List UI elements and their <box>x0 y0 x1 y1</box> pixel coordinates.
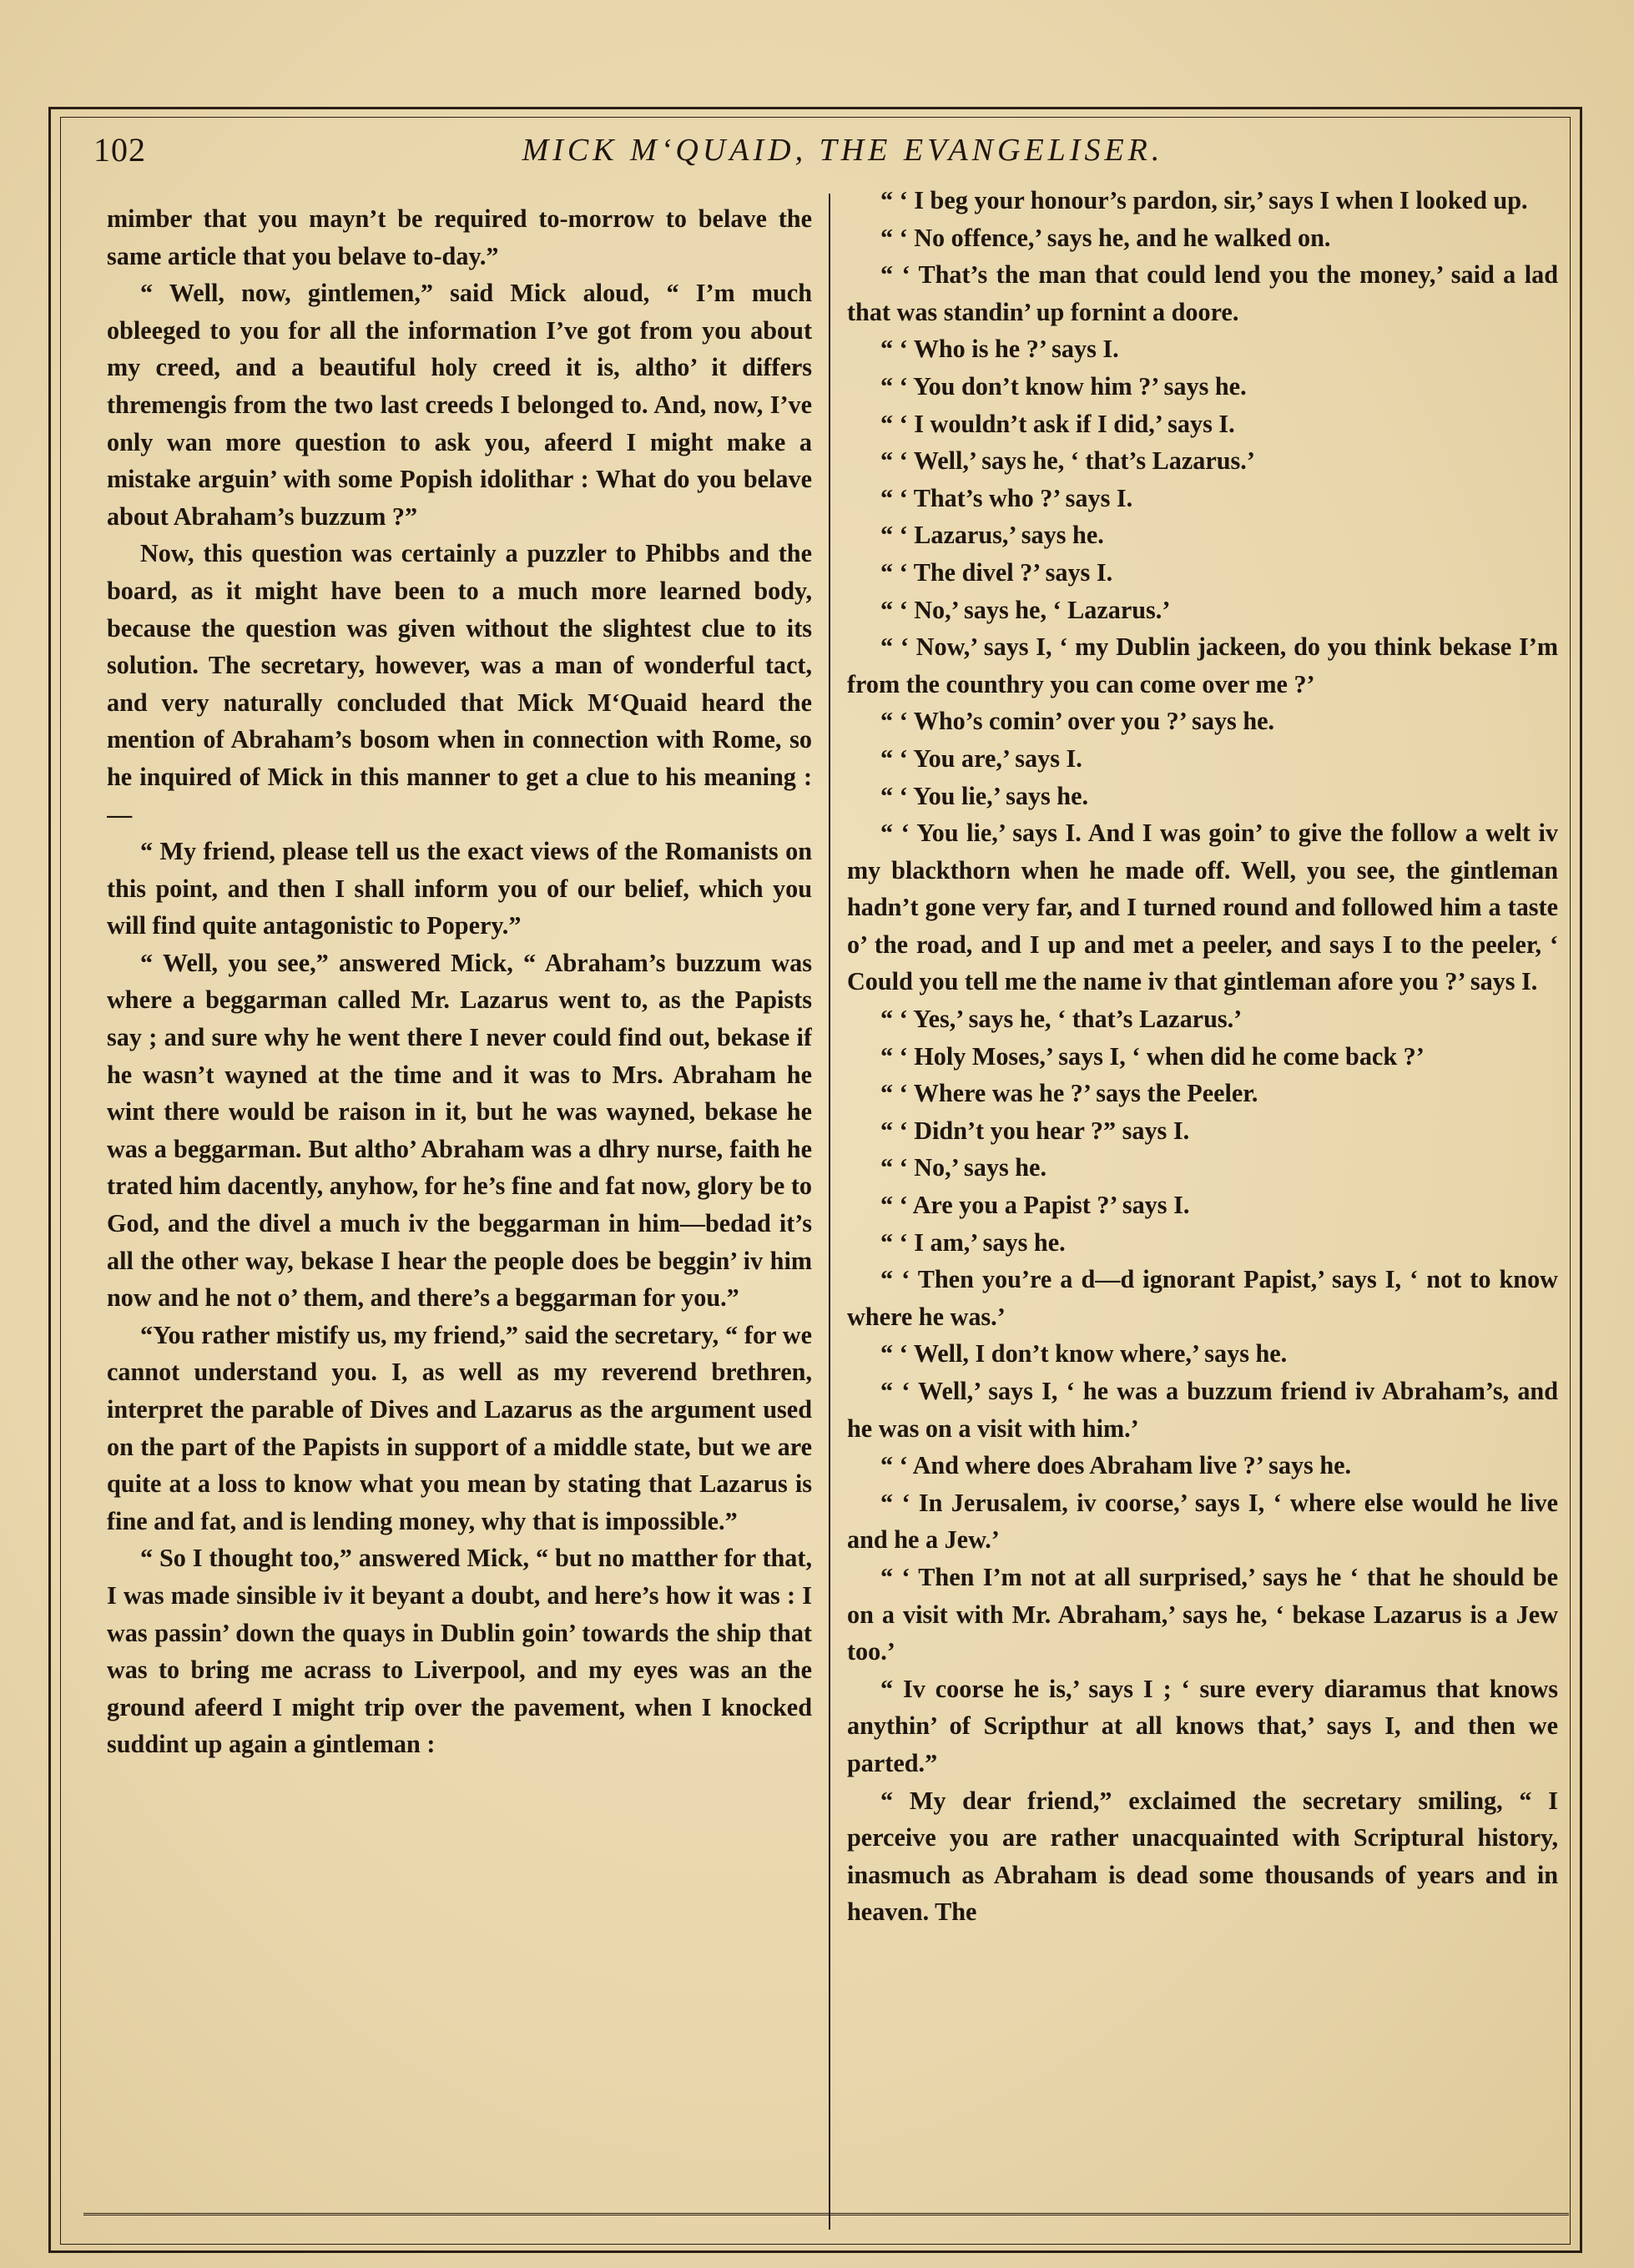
paragraph: “ Well, now, gintlemen,” said Mick aloud, “ I’m much obleeged to you for all the information I’ve got from you about my creed, and a beautiful holy creed it is, altho’ it differs thremengis from the two last creeds I belonged to. And, now, I’ve only wan more question to ask you, afeerd I might make a mistake arguin’ with some Popish idolithar : What do you belave about Abraham’s buzzum ?” <box>107 279 812 531</box>
paragraph: “ ‘ You lie,’ says I. And I was goin’ to give the follow a welt iv my blackthorn when he made off. Well, you see, the gintleman hadn’t gone very far, and I turned round and followed him a taste o’ the road, and I up and met a peeler, and says I to the peeler, ‘ Could you tell me the name iv that gintleman afore you ?’ says I. <box>847 819 1558 996</box>
paragraph: “ ‘ Who is he ?’ says I. <box>880 335 1119 364</box>
paragraph: “ ‘ I am,’ says he. <box>880 1227 1066 1257</box>
paragraph: mimber that you mayn’t be required to-morrow to belave the same article that you belave to-day.” <box>107 204 812 270</box>
paragraph: “ ‘ Well,’ says I, ‘ he was a buzzum friend iv Abraham’s, and he was on a visit with him.’ <box>847 1377 1558 1443</box>
paragraph: “ ‘ You are,’ says I. <box>880 743 1082 773</box>
paragraph: “ My friend, please tell us the exact views of the Romanists on this point, and then I shall inform you of our belief, which you will find quite antagonistic to Popery.” <box>107 837 812 940</box>
paragraph: “ ‘ That’s who ?’ says I. <box>880 483 1133 512</box>
left-column <box>107 200 812 2153</box>
paragraph: “ ‘ Who’s comin’ over you ?’ says he. <box>880 707 1275 736</box>
paragraph: Now, this question was certainly a puzzler to Phibbs and the board, as it might have been to a much more learned body, because the question was given without the slightest clue to its solution. The secretary, however, was a man of wonderful tact, and very naturally concluded that Mick M‘Quaid heard the mention of Abraham’s bosom when in connection with Rome, so he inquired of Mick in this manner to get a clue to his meaning :— <box>107 539 812 829</box>
paragraph: “ ‘ Are you a Papist ?’ says I. <box>880 1191 1190 1220</box>
paragraph: “ ‘ You lie,’ says he. <box>880 781 1089 810</box>
paragraph: “ ‘ Well,’ says he, ‘ that’s Lazarus.’ <box>880 446 1255 476</box>
paragraph: “ ‘ Yes,’ says he, ‘ that’s Lazarus.’ <box>880 1005 1243 1034</box>
paragraph: “ ‘ Holy Moses,’ says I, ‘ when did he come back ?’ <box>880 1041 1425 1071</box>
paragraph: “ ‘ Then I’m not at all surprised,’ says he ‘ that he should be on a visit with Mr. Abraham,’ says he, ‘ bekase Lazarus is a Jew too.’ <box>847 1562 1558 1666</box>
paragraph: “ ‘ In Jerusalem, iv coorse,’ says I, ‘ where else would he live and he a Jew.’ <box>847 1488 1558 1555</box>
paragraph: “ ‘ And where does Abraham live ?’ says he. <box>880 1451 1352 1480</box>
paragraph: “ ‘ You don’t know him ?’ says he. <box>880 371 1247 401</box>
paragraph: “You rather mistify us, my friend,” said the secretary, “ for we cannot understand you. I, as well as my reverend brethren, interpret the parable of Dives and Lazarus as the argument used on the part of the Papists in support of a middle state, but we are quite at a loss to know what you mean by stating that Lazarus is fine and fat, and is lending money, why that is impossible.” <box>107 1320 812 1535</box>
paragraph: “ ‘ Now,’ says I, ‘ my Dublin jackeen, do you think bekase I’m from the counthry you can come over me ?’ <box>847 633 1558 698</box>
paragraph: “ ‘ No,’ says he. <box>880 1153 1047 1182</box>
paragraph: “ ‘ That’s the man that could lend you the money,’ said a lad that was standin’ up fornint a doore. <box>847 260 1558 326</box>
paragraph: “ ‘ Then you’re a d—d ignorant Papist,’ says I, ‘ not to know where he was.’ <box>847 1265 1558 1331</box>
page-header <box>83 125 1569 175</box>
paragraph: “ ‘ I wouldn’t ask if I did,’ says I. <box>880 409 1235 438</box>
paragraph: “ ‘ No offence,’ says he, and he walked on. <box>880 223 1331 252</box>
bottom-rule <box>83 2213 1569 2215</box>
paragraph: “ ‘ Where was he ?’ says the Peeler. <box>880 1079 1258 1108</box>
paragraph: “ ‘ No,’ says he, ‘ Lazarus.’ <box>880 595 1171 624</box>
paragraph: “ ‘ Lazarus,’ says he. <box>880 521 1104 550</box>
paragraph: “ So I thought too,” answered Mick, “ but no matther for that, I was made sinsible iv it beyant a doubt, and here’s how it was : I was passin’ down the quays in Dublin goin’ towards the ship that was to bring me acrass to Liverpool, and my eyes was an the ground afeerd I might trip over the pavement, when I knocked suddint up again a gintleman : <box>107 1544 812 1759</box>
paragraph: “ Iv coorse he is,’ says I ; ‘ sure every diaramus that knows anythin’ of Scripthur at all knows that,’ says I, and then we parted.” <box>847 1674 1558 1777</box>
running-title: MICK M‘QUAID, THE EVANGELISER. <box>522 133 1164 168</box>
paragraph: “ ‘ Didn’t you hear ?” says I. <box>880 1116 1190 1145</box>
column-divider <box>829 194 830 2230</box>
paragraph: “ ‘ Well, I don’t know where,’ says he. <box>880 1339 1288 1368</box>
paragraph: “ Well, you see,” answered Mick, “ Abraham’s buzzum was where a beggarman called Mr. Lazarus went to, as the Papists say ; and sure why he went there I never could find out, bekase if he wasn’t wayned at the time and it was to Mrs. Abraham he wint there would be raison in it, but he was wayned, bekase he was a beggarman. But altho’ Abraham was a dhry nurse, faith he trated him dacently, anyhow, for he’s fine and fat now, glory be to God, and the divel a much iv the beggarman in him—bedad it’s all the other way, bekase I hear the people does be beggin’ iv him now and he not o’ them, and there’s a beggarman for you.” <box>107 948 812 1313</box>
page-number: 102 <box>93 131 146 169</box>
paragraph: “ ‘ I beg your honour’s pardon, sir,’ says I when I looked up. <box>880 186 1528 214</box>
right-column <box>847 182 1558 2134</box>
paragraph: “ ‘ The divel ?’ says I. <box>880 557 1113 587</box>
paragraph: “ My dear friend,” exclaimed the secretary smiling, “ I perceive you are rather unacquainted with Scriptural history, inasmuch as Abraham is dead some thousands of years and in heaven. The <box>847 1786 1558 1927</box>
